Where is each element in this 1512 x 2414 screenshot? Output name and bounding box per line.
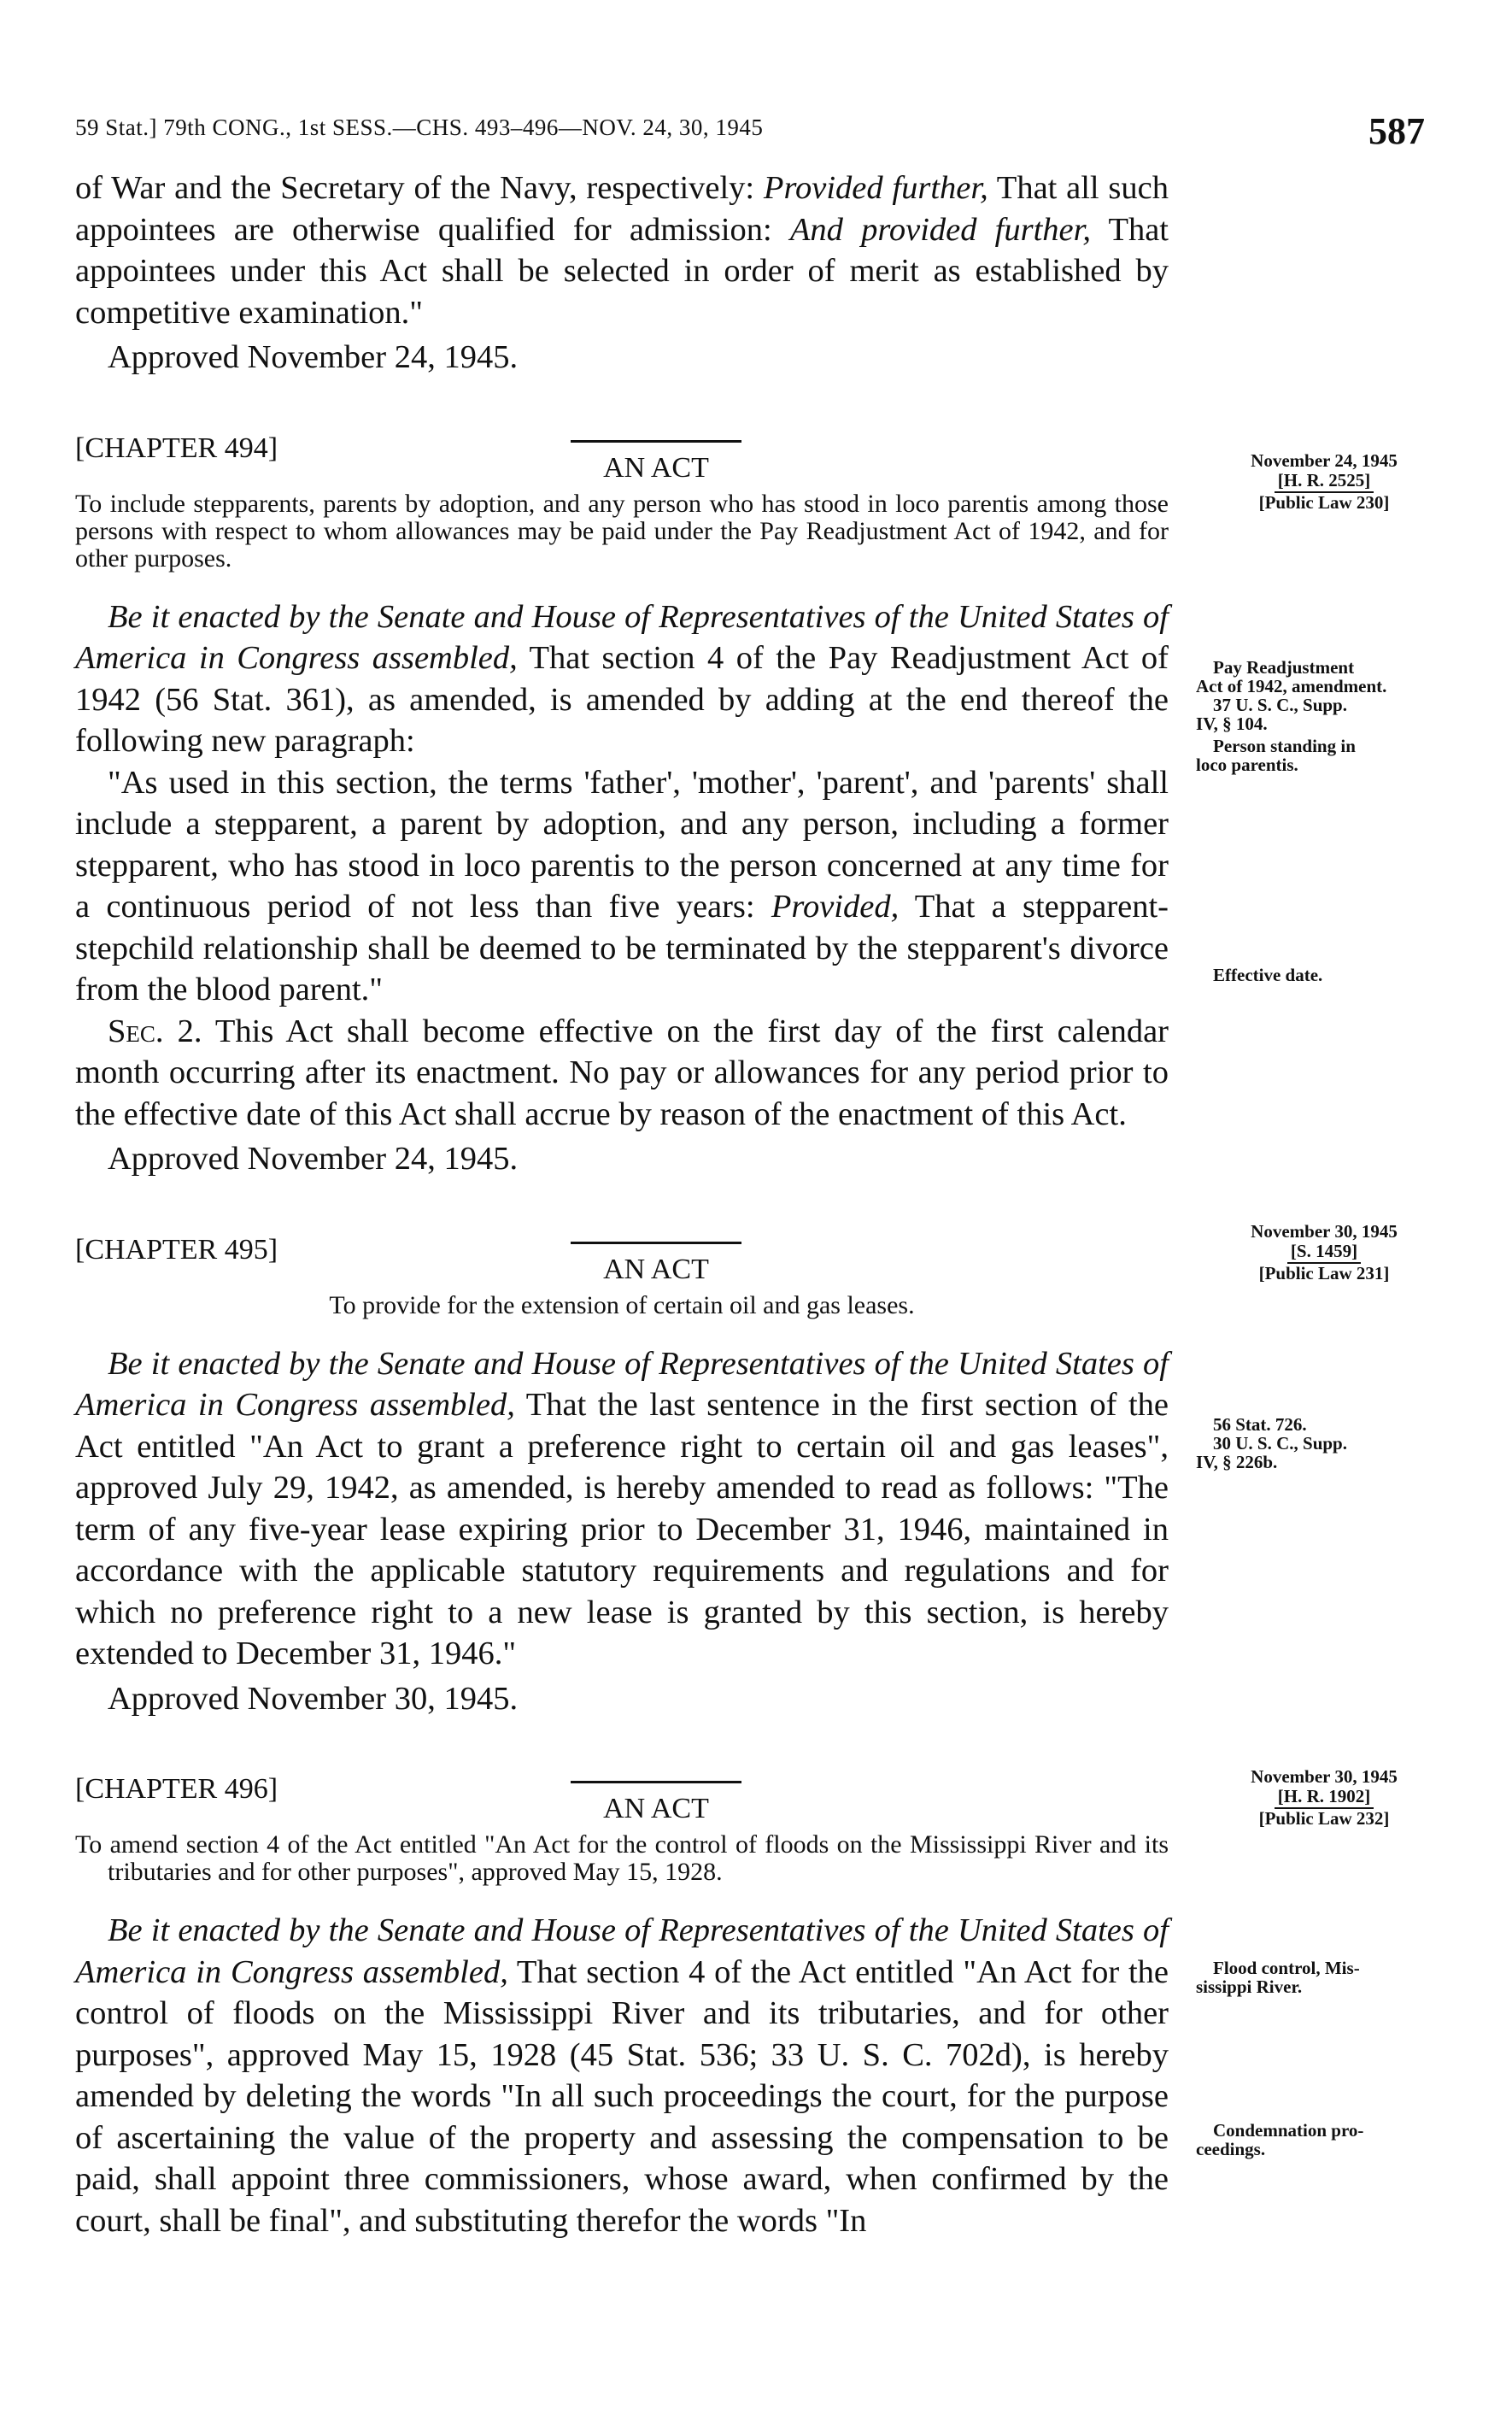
ch493-approved-date: Approved November 24, 1945. <box>108 339 519 375</box>
chapter-495-act-heading: AN ACT <box>603 1253 709 1285</box>
chapter-496-date-note: November 30, 1945 [H. R. 1902] [Public Law 232] <box>1251 1766 1398 1829</box>
main-text-column <box>75 167 1169 2241</box>
chapter-494-purpose: To include stepparents, parents by adoption, and any person who has stood in loco parentis among those persons with respect to whom allowances may be paid under the Pay Readjustment Act of 1942, and for other purposes. <box>75 489 1169 573</box>
chapter-494-section-2: Sec. 2. This Act shall become effective on the first day of the first calendar month occurring after its enactment. No pay or allowances for any period prior to the effective date of this Act shall accrue by reason of the enactment of this Act. <box>75 1013 1169 1132</box>
chapter-494-date-note: November 24, 1945 [H. R. 2525] [Public Law 230] <box>1251 450 1398 513</box>
chapter-494 <box>75 432 1169 1180</box>
ch493-continuation-paragraph: of War and the Secretary of the Navy, respectively: Provided further, That all such appointees are otherwise qualified for admission: And provided further, That appointees under this Act shall be selected in order of merit as established by competitive examination." <box>75 170 1169 331</box>
chapter-494-act-heading: AN ACT <box>603 451 709 484</box>
chapter-496 <box>75 1772 1169 2241</box>
chapter-495 <box>75 1233 1169 1720</box>
effective-date-note: Effective date. <box>1213 965 1323 985</box>
chapter-496-label: [CHAPTER 496] <box>75 1773 278 1805</box>
margin-notes-column <box>1196 0 1452 2414</box>
chapter-496-enacting-paragraph: Be it enacted by the Senate and House of Representatives of the United States of America in Congress assembled, That section 4 of the Act entitled "An Act for the control of floods on the Mississippi River and its tributaries, and for other purposes", approved May 15, 1928 (45 Stat. 536; 33 U. S. C. 702d), is hereby amended by deleting the words "In all such proceedings the court, for the purpose of ascertaining the value of the property and assessing the compensation to be paid, shall appoint three commissioners, whose award, when confirmed by the court, shall be final", and substituting therefor the words "In <box>75 1912 1169 2239</box>
chapter-494-label: [CHAPTER 494] <box>75 432 278 464</box>
chapter-496-purpose: To amend section 4 of the Act entitled "An Act for the control of floods on the Mississippi River and its tributaries and for other purposes", approved May 15, 1928. <box>75 1830 1169 1886</box>
chapter-494-definition-paragraph: "As used in this section, the terms 'father', 'mother', 'parent', and 'parents' shall include a stepparent, a parent by adoption, and any person, including a former stepparent, who has stood in loco parentis to the person concerned at any time for a continuous period of not less than five years: Provided, That a stepparent-stepchild relationship shall be deemed to be terminated by the stepparent's divorce from the blood parent." <box>75 764 1169 1007</box>
condemnation-note: Condemnation pro- ceedings. <box>1196 2120 1364 2159</box>
chapter-495-enacting-paragraph: Be it enacted by the Senate and House of Representatives of the United States of America in Congress assembled, That the last sentence in the first section of the Act entitled "An Act to grant a preference right to certain oil and gas leases", approved July 29, 1942, as amended, is hereby amended to read as follows: "The term of any five-year lease expiring prior to December 31, 1946, maintained in accordance with the applicable statutory requirements and regulations and for which no preference right to a new lease is granted by this section, is hereby extended to December 31, 1946." <box>75 1345 1169 1671</box>
page-number: 587 <box>1368 110 1425 152</box>
statute-citation-note: 56 Stat. 726. 30 U. S. C., Supp. IV, § 226b. <box>1196 1414 1347 1472</box>
chapter-494-approved-date: Approved November 24, 1945. <box>108 1141 519 1177</box>
chapter-494-enacting-paragraph: Be it enacted by the Senate and House of Representatives of the United States of America in Congress assembled, That section 4 of the Pay Readjustment Act of 1942 (56 Stat. 361), as amended, is amended by adding at the end thereof the following new paragraph: <box>75 598 1169 759</box>
chapter-495-label: [CHAPTER 495] <box>75 1233 278 1266</box>
loco-parentis-note: Person standing in loco parentis. <box>1196 736 1356 775</box>
pay-readjustment-note: Pay Readjustment Act of 1942, amendment. 37 U. S. C., Supp. IV, § 104. <box>1196 657 1387 734</box>
chapter-495-divider <box>571 1242 741 1244</box>
flood-control-note: Flood control, Mis- sissippi River. <box>1196 1958 1360 1997</box>
chapter-495-purpose: To provide for the extension of certain oil and gas leases. <box>329 1290 915 1319</box>
chapter-495-date-note: November 30, 1945 [S. 1459] [Public Law 231] <box>1251 1221 1398 1283</box>
chapter-496-divider <box>571 1781 741 1783</box>
chapter-494-divider <box>571 440 741 443</box>
chapter-496-act-heading: AN ACT <box>603 1793 709 1824</box>
chapter-495-approved-date: Approved November 30, 1945. <box>108 1680 519 1717</box>
running-head: 59 Stat.] 79th CONG., 1st SESS.—CHS. 493–496—NOV. 24, 30, 1945 <box>75 115 764 140</box>
